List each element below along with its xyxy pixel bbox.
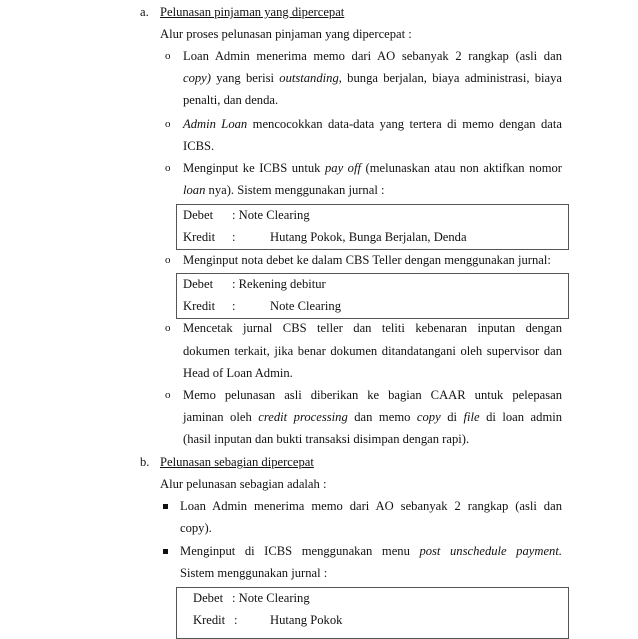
bullet-circle: o bbox=[165, 389, 171, 401]
list-item-line: Admin Loan mencocokkan data-data yang tertera di memo dengan data bbox=[183, 117, 562, 131]
journal-debet-label: Debet bbox=[193, 591, 224, 605]
list-item-line: Mencetak jurnal CBS teller dan teliti kebenaran inputan dengan bbox=[183, 321, 562, 335]
bullet-circle: o bbox=[165, 118, 171, 130]
journal-kredit-value: Note Clearing bbox=[270, 299, 341, 313]
journal-box bbox=[176, 204, 569, 250]
list-item-line: Memo pelunasan asli diberikan ke bagian CAAR untuk pelepasan bbox=[183, 388, 562, 402]
list-item-line: (hasil inputan dan bukti transaksi disimpan dengan rapi). bbox=[183, 432, 470, 446]
section-a-title: Pelunasan pinjaman yang dipercepat bbox=[160, 5, 345, 19]
list-item-line: copy) yang berisi outstanding, bunga berjalan, biaya administrasi, biaya bbox=[183, 71, 563, 85]
journal-kredit-colon: : bbox=[234, 613, 238, 627]
list-item-line: copy). bbox=[180, 521, 212, 535]
journal-box bbox=[176, 273, 569, 319]
list-item-line: penalti, dan denda. bbox=[183, 93, 279, 107]
journal-debet-value: : Rekening debitur bbox=[232, 277, 326, 291]
journal-kredit-colon: : bbox=[232, 299, 236, 313]
bullet-square bbox=[163, 504, 168, 509]
section-b-intro: Alur pelunasan sebagian adalah : bbox=[160, 477, 327, 491]
bullet-circle: o bbox=[165, 322, 171, 334]
list-item-line: Loan Admin menerima memo dari AO sebanyak 2 rangkap (asli dan bbox=[183, 49, 562, 63]
list-item-line: dokumen terkait, jika benar dokumen ditandatangani oleh supervisor dan bbox=[183, 344, 562, 358]
list-item-line: jaminan oleh credit processing dan memo copy di file di loan admin bbox=[183, 410, 563, 424]
journal-kredit-label: Kredit bbox=[193, 613, 226, 627]
journal-debet-value: : Note Clearing bbox=[232, 208, 310, 222]
list-item-line: Head of Loan Admin. bbox=[183, 366, 293, 380]
list-item-line: Menginput nota debet ke dalam CBS Teller dengan menggunakan jurnal: bbox=[183, 253, 551, 267]
section-a-intro: Alur proses pelunasan pinjaman yang dipercepat : bbox=[160, 27, 412, 41]
journal-debet-value: : Note Clearing bbox=[232, 591, 310, 605]
journal-debet-label: Debet bbox=[183, 208, 214, 222]
journal-kredit-label: Kredit bbox=[183, 230, 216, 244]
list-item-line: Loan Admin menerima memo dari AO sebanyak 2 rangkap (asli dan bbox=[180, 499, 562, 513]
list-item-line: Sistem menggunakan jurnal : bbox=[180, 566, 328, 580]
list-item-line: loan nya). Sistem menggunakan jurnal : bbox=[183, 183, 385, 197]
journal-debet-label: Debet bbox=[183, 277, 214, 291]
list-item-line: ICBS. bbox=[183, 139, 215, 153]
journal-kredit-value: Hutang Pokok bbox=[270, 613, 343, 627]
bullet-square bbox=[163, 549, 168, 554]
bullet-circle: o bbox=[165, 254, 171, 266]
section-b-title: Pelunasan sebagian dipercepat bbox=[160, 455, 314, 469]
journal-box bbox=[176, 587, 569, 639]
bullet-circle: o bbox=[165, 50, 171, 62]
bullet-circle: o bbox=[165, 162, 171, 174]
section-b-marker: b. bbox=[140, 455, 150, 469]
section-a-marker: a. bbox=[140, 5, 149, 19]
list-item-line: Menginput ke ICBS untuk pay off (melunaskan atau non aktifkan nomor bbox=[183, 161, 562, 175]
journal-kredit-value: Hutang Pokok, Bunga Berjalan, Denda bbox=[270, 230, 467, 244]
list-item-line: Menginput di ICBS menggunakan menu post unschedule payment. bbox=[180, 544, 562, 558]
journal-kredit-colon: : bbox=[232, 230, 236, 244]
journal-kredit-label: Kredit bbox=[183, 299, 216, 313]
